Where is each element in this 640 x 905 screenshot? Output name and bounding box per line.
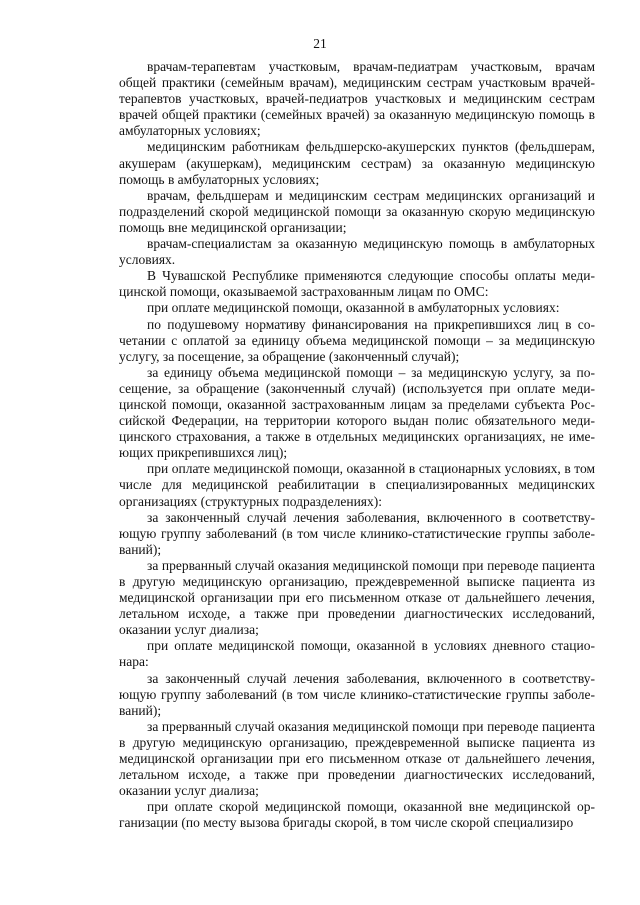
document-body	[119, 59, 595, 832]
paragraph: врачам, фельдшерам и медицинским сестрам медицинских организаций и подразделений скорой медицинской помощи за оказанную скорую медицинскую помощь вне медицинской организации;	[119, 187, 595, 235]
paragraph: за прерванный случай оказания медицинской помощи при переводе пациента в другую медицинскую организацию, преждевременной выписке пациента из медицинской организации при его письменном отказе от дальнейшего лечения, летальном исходе, а также при проведении диагностических исследований, оказании услуг диализа;	[119, 557, 595, 638]
paragraph: за прерванный случай оказания медицинской помощи при переводе пациента в другую медицинскую организацию, преждевременной выписке пациента из медицинской организации при его письменном отказе от дальнейшего лечения, летальном исходе, а также при проведении диагностических исследований, оказании услуг диализа;	[119, 718, 595, 799]
paragraph: врачам-специалистам за оказанную медицинскую помощь в амбулаторных условиях.	[119, 236, 595, 268]
paragraph: при оплате медицинской помощи, оказанной в условиях дневного стационара:	[119, 638, 595, 670]
paragraph: за законченный случай лечения заболевания, включенного в соответствующую группу заболеваний (в том числе клинико-статистические группы заболеваний);	[119, 670, 595, 718]
paragraph: В Чувашской Республике применяются следующие способы оплаты медицинской помощи, оказываемой застрахованным лицам по ОМС:	[119, 268, 595, 300]
paragraph: по подушевому нормативу финансирования на прикрепившихся лиц в сочетании с оплатой за единицу объема медицинской помощи – за медицинскую услугу, за посещение, за обращение (законченный случай);	[119, 316, 595, 364]
paragraph: за законченный случай лечения заболевания, включенного в соответствующую группу заболеваний (в том числе клинико-статистические группы заболеваний);	[119, 509, 595, 557]
paragraph: врачам-терапевтам участковым, врачам-педиатрам участковым, врачам общей практики (семейным врачам), медицинским сестрам участковым врачей-терапевтов участковых, врачей-педиатров участковых и медицинским сестрам врачей общей практики (семейных врачей) за оказанную медицинскую помощь в амбулаторных условиях;	[119, 59, 595, 139]
paragraph: при оплате скорой медицинской помощи, оказанной вне медицинской организации (по месту вызова бригады скорой, в том числе скорой специализиро	[119, 799, 595, 831]
paragraph: за единицу объема медицинской помощи – за медицинскую услугу, за посещение, за обращение (законченный случай) (используется при оплате медицинской помощи, оказанной застрахованным лицам за пределами субъекта Российской Федерации, на территории которого выдан полис обязательного медицинского страхования, а также в отдельных медицинских организациях, не имеющих прикрепившихся лиц);	[119, 364, 595, 461]
paragraph: при оплате медицинской помощи, оказанной в амбулаторных условиях:	[147, 300, 560, 316]
paragraph: медицинским работникам фельдшерско-акушерских пунктов (фельдшерам, акушерам (акушеркам), медицинским сестрам) за оказанную медицинскую помощь в амбулаторных условиях;	[119, 139, 595, 187]
page-number: 21	[313, 36, 327, 51]
paragraph: при оплате медицинской помощи, оказанной в стационарных условиях, в том числе для медицинской реабилитации в специализированных медицинских организациях (структурных подразделениях):	[119, 461, 595, 509]
